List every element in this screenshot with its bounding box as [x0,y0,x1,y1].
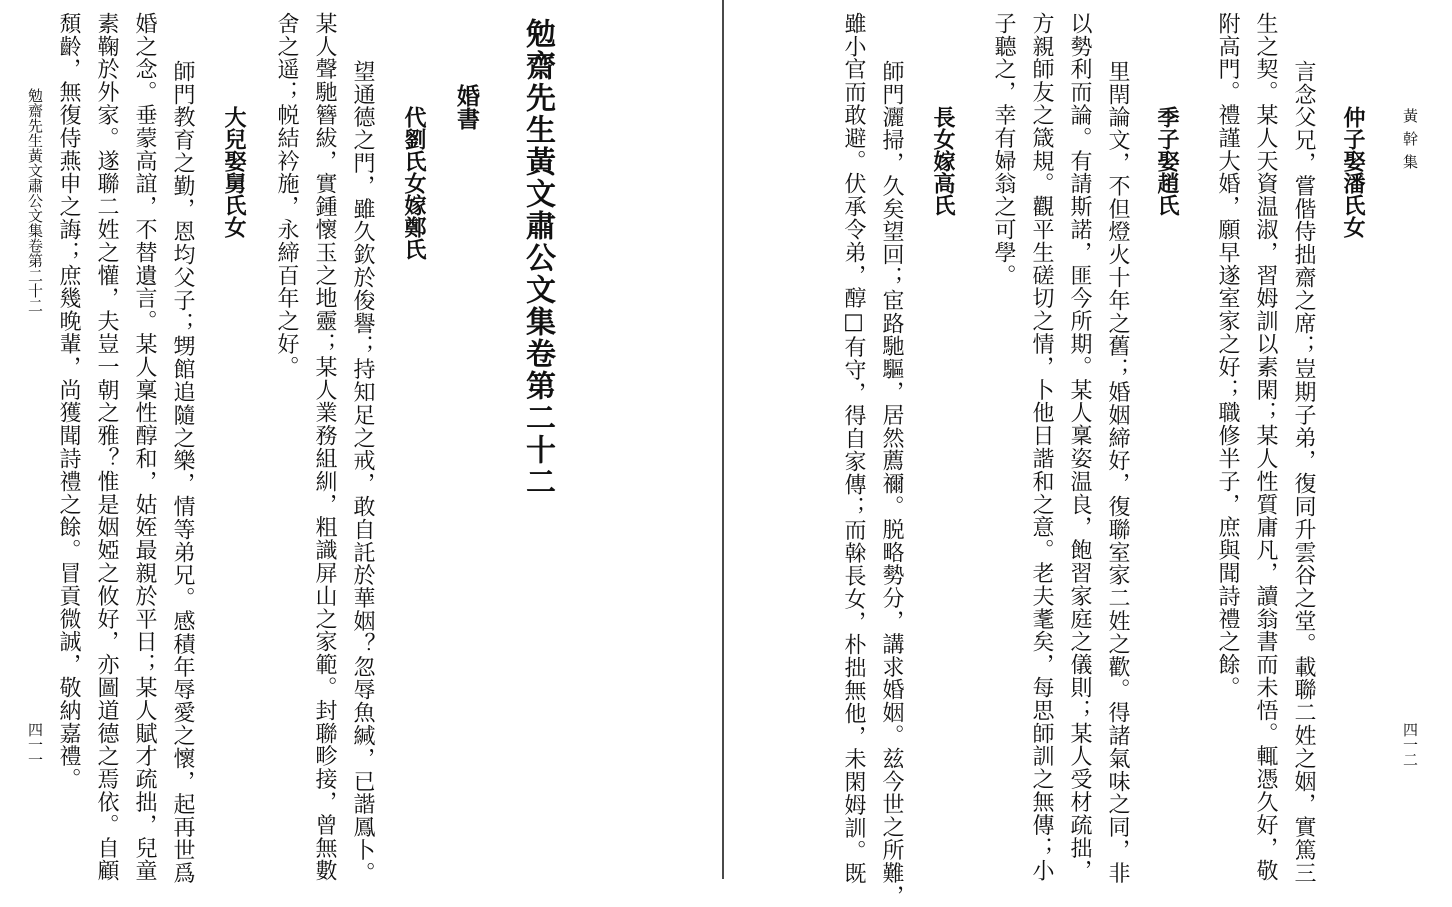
right-page [724,0,1452,907]
text-line: 以勢利而論。有請斯諾，匪今所期。某人稟姿温良，飽習家庭之儀則；某人受材疏拙， [1067,12,1092,883]
running-head: 黃幹集 [1401,108,1419,177]
text-line: 素鞠於外家。遂聯二姓之懽，夫豈一朝之雅？惟是姻婭之攸好，亦圖道德之焉依。自顧 [94,12,119,883]
text-line: 子聽之，幸有婦翁之可學。 [991,12,1016,287]
text-line: 頹齡，無復侍燕申之誨；庶幾晚輩，尚獲聞詩禮之餘。冒貢微誠，敬納嘉禮。 [56,12,81,791]
margin-volume-title: 勉齋先生黃文肅公文集卷第二十二 [26,88,44,313]
text-line: 附高門。禮謹大婚，願早遂室家之好；職修半子，庶與聞詩禮之餘。 [1215,12,1240,699]
text-line: 望通德之門，雖久欽於俊譽；持知足之戒，敢自託於華姻？忽辱魚緘，已諧鳳卜。 [350,60,375,885]
text-line: 師門灑掃，久矣望回；宦路馳驅，居然薦禰。脱略勢分，講求婚姻。兹今世之所難， [879,60,904,907]
left-page-number: 四一一 [26,722,44,767]
left-page [0,0,722,885]
text-line: 言念父兄，嘗偕侍拙齋之席；豈期子弟，復同升雲谷之堂。載聯二姓之姻，實篤三 [1291,60,1316,885]
piece-title: 仲子娶潘氏女 [1340,106,1366,238]
text-line: 舍之遥；帨結衿施，永締百年之好。 [274,12,299,379]
right-page-number: 四一二 [1401,722,1419,767]
text-line: 某人聲馳簪紱，實鍾懷玉之地靈；某人業務組紃，粗識屏山之家範。封聯畛接，曾無數 [312,12,337,883]
text-line: 生之契。某人天資温淑，習姆訓以素閑；某人性質庸凡，讀翁書而未悟。輒憑久好，敬 [1253,12,1278,883]
piece-title: 大兒娶舅氏女 [221,106,247,238]
text-line: 雖小官而敢避。伏承令弟，醇□有守，得自家傳；而榦長女，朴拙無他，未閑姆訓。既 [841,12,866,886]
text-line: 方親師友之箴規。觀平生磋切之情，卜他日諧和之意。老夫耄矣，每思師訓之無傳；小 [1029,12,1054,883]
piece-title: 季子娶趙氏 [1154,106,1180,216]
text-line: 里閈論文，不但燈火十年之舊；婚姻締好，復聯室家二姓之歡。得諸氣味之同，非 [1105,60,1130,885]
volume-title: 勉齋先生黃文肅公文集卷第二十二 [520,18,555,498]
text-line: 師門教育之勤，恩均父子；甥館追隨之樂，情等弟兄。感積年辱愛之懷，起再世爲 [170,60,195,885]
piece-title: 長女嫁高氏 [930,106,956,216]
text-line: 婚之念。垂蒙高誼，不替遺言。某人稟性醇和，姑姪最親於平日；某人賦才疏拙，兒童 [132,12,157,883]
piece-title: 代劉氏女嫁鄭氏 [401,106,427,260]
section-heading: 婚書 [453,84,480,130]
